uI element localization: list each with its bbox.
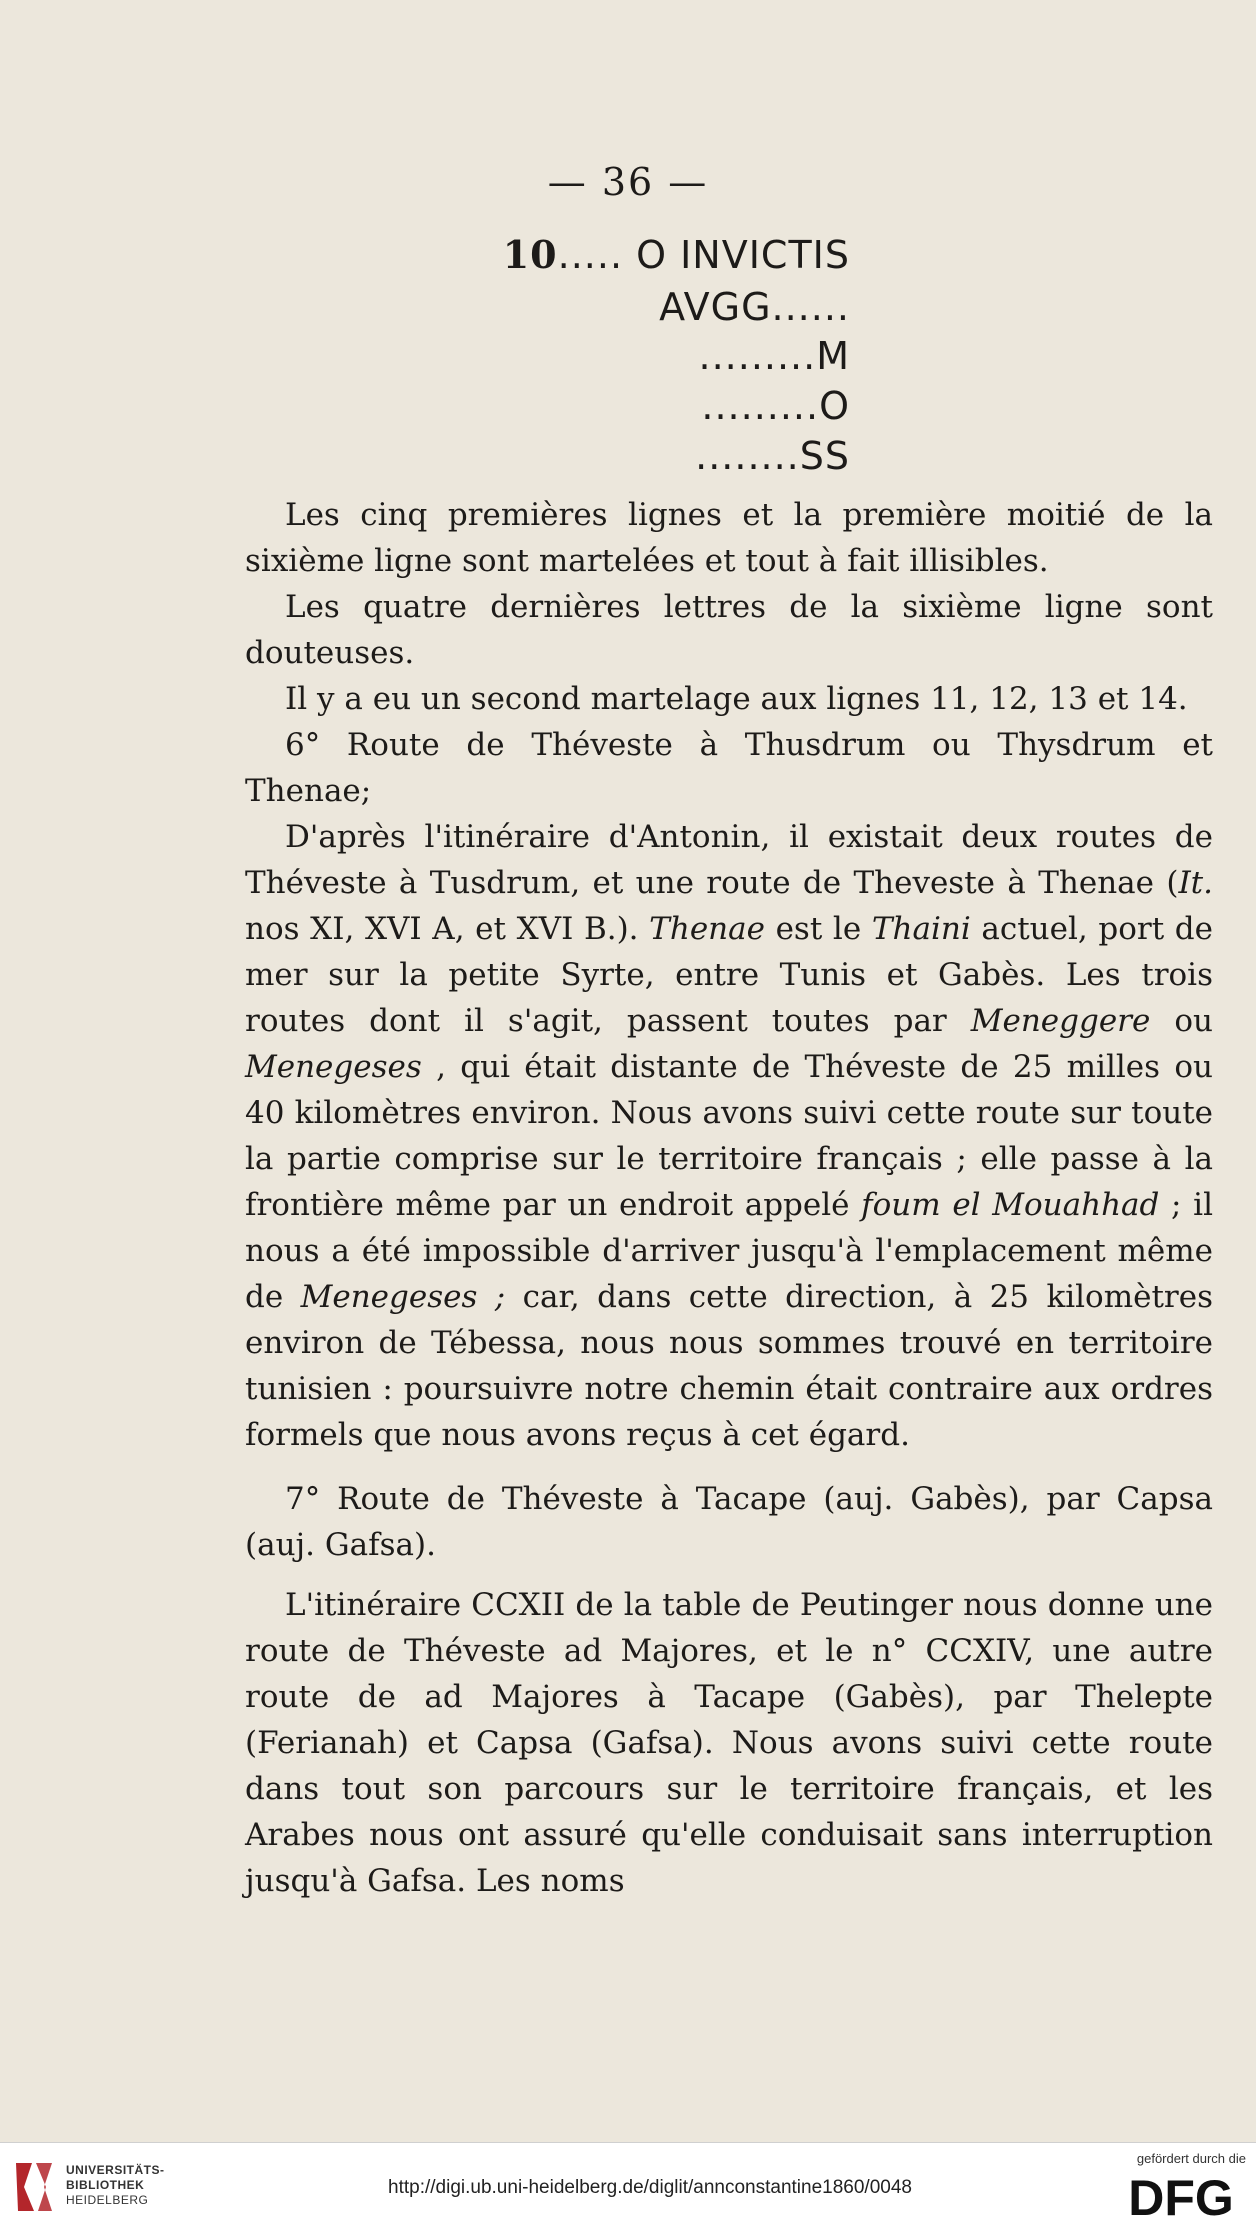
inscription-line-1 (250, 232, 850, 277)
permalink-url[interactable]: http://digi.ub.uni-heidelberg.de/diglit/annconstantine1860/0048 (388, 2177, 912, 2198)
university-library-logo-icon (12, 2157, 56, 2217)
italic-place-foum: foum el Mouahhad (861, 1187, 1160, 1223)
library-line-1: UNIVERSITÄTS- (66, 2163, 165, 2177)
library-name (66, 2163, 165, 2208)
paragraph-7: L'itinéraire CCXII de la table de Peutinger nous donne une route de Théveste ad Majores, et le n° CCXIV, une autre route de ad Majores à Tacape (Gabès), par Thelepte (Ferianah) et Capsa (Gafsa). Nous avons suivi cette route dans tout son parcours sur le territoire français, et les Arabes nous ont assuré qu'elle conduisait sans interruption jusqu'à Gafsa. Les noms (245, 1587, 1213, 1899)
text-span: est le (764, 911, 872, 947)
library-line-3: HEIDELBERG (66, 2193, 149, 2207)
dfg-logo-icon (1122, 2169, 1240, 2223)
paragraph-5 (245, 814, 1213, 1458)
inscription-number: 10 (502, 232, 558, 277)
text-span: D'après l'itinéraire d'Antonin, il existait deux routes de Théveste à Tusdrum, et une route de Theveste à Thenae ( (245, 819, 1213, 901)
italic-ref: It. (1178, 865, 1213, 901)
dfg-logo-text: DFG (1128, 2170, 1234, 2223)
paragraph-6-heading: 7° Route de Théveste à Tacape (auj. Gabès), par Capsa (auj. Gafsa). (245, 1481, 1213, 1563)
inscription-text-1: ..... O INVICTIS (557, 233, 850, 277)
inscription-line-2: AVGG...... (659, 285, 850, 329)
funded-by-label: gefördert durch die (1136, 2151, 1246, 2166)
text-span: nos XI, XVI A, et XVI B.). (245, 911, 650, 947)
italic-place-thenae: Thenae (649, 911, 765, 947)
library-line-2: BIBLIOTHEK (66, 2178, 145, 2192)
paragraph-2: Les quatre dernières lettres de la sixième ligne sont douteuses. (245, 589, 1213, 671)
text-span: car, dans cette direction, à 25 kilomètres environ de Tébessa, nous nous sommes trouvé en territoire tunisien : poursuivre notre chemin était contraire aux ordres formels que nous avons reçus à cet égard. (245, 1279, 1213, 1453)
paragraph-3: Il y a eu un second martelage aux lignes 11, 12, 13 et 14. (285, 681, 1188, 717)
viewer-footer (0, 2142, 1256, 2231)
inscription-line-3: .........M (698, 334, 850, 378)
paragraph-1: Les cinq premières lignes et la première moitié de la sixième ligne sont martelées et tout à fait illisibles. (245, 497, 1213, 579)
text-span: ; il nous a été impossible d'arriver jusqu'à l'emplacement même de (245, 1187, 1214, 1315)
page-number: — 36 — (547, 160, 709, 204)
italic-place-meneggere: Meneggere (970, 1003, 1151, 1039)
text-span: ou (1150, 1003, 1213, 1039)
body-text (245, 492, 1213, 1918)
inscription-line-4: .........O (701, 384, 850, 428)
italic-place-menegeses-2: Menegeses ; (300, 1279, 506, 1315)
italic-place-menegeses: Menegeses (245, 1049, 422, 1085)
paragraph-4-heading: 6° Route de Théveste à Thusdrum ou Thysdrum et Thenae; (245, 727, 1213, 809)
text-span: , qui était distante de Théveste de 25 milles ou 40 kilomètres environ. Nous avons suivi cette route sur toute la partie comprise sur le territoire français ; elle passe à la frontière même par un endroit appelé (245, 1049, 1213, 1223)
inscription-line-5: ........SS (695, 434, 850, 478)
italic-place-thaini: Thaini (871, 911, 971, 947)
text-span: actuel, port de mer sur la petite Syrte, entre Tunis et Gabès. Les trois routes dont il s'agit, passent toutes par (245, 911, 1214, 1039)
